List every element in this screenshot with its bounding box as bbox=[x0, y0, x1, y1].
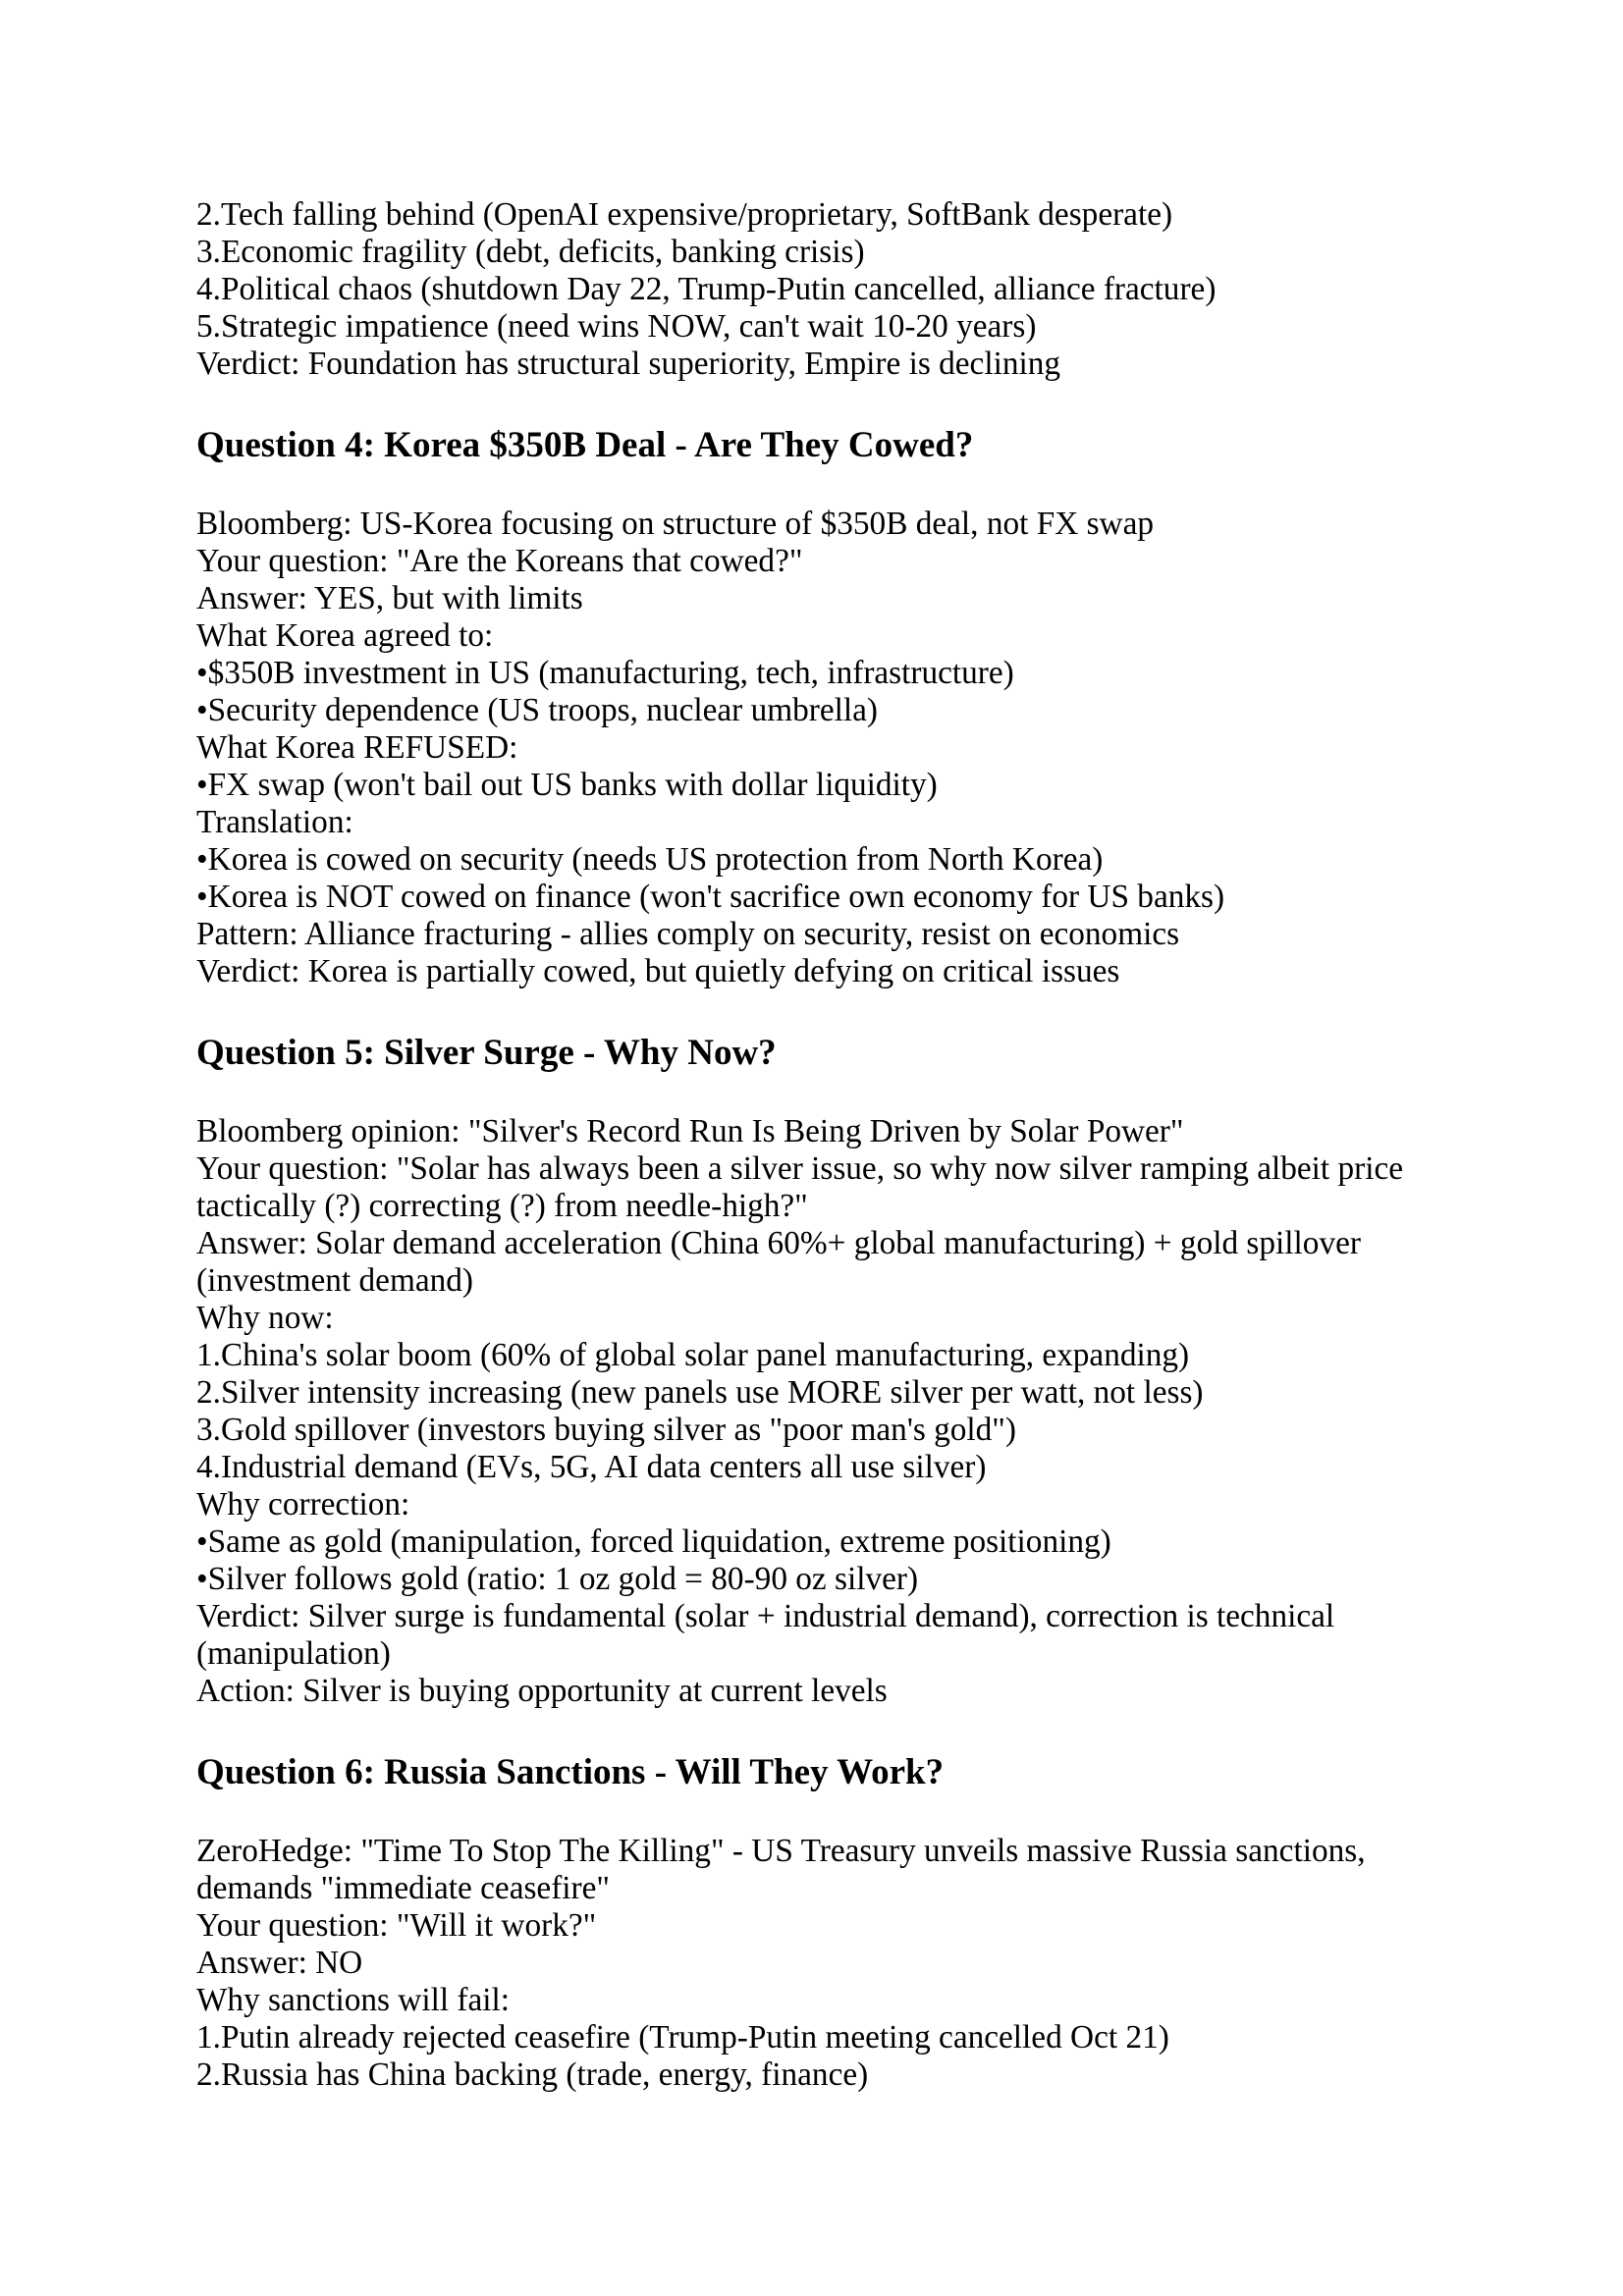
body-line: 2.Tech falling behind (OpenAI expensive/proprietary, SoftBank desperate) bbox=[196, 196, 1173, 233]
body-line: Answer: NO bbox=[196, 1945, 363, 1981]
section-heading bbox=[196, 424, 1427, 467]
body-line: Translation: bbox=[196, 804, 353, 840]
body-line: •FX swap (won't bail out US banks with dollar liquidity) bbox=[196, 767, 938, 803]
body-line: tactically (?) correcting (?) from needle-high?" bbox=[196, 1188, 808, 1224]
body-line: Why correction: bbox=[196, 1486, 410, 1522]
body-line: •$350B investment in US (manufacturing, tech, infrastructure) bbox=[196, 655, 1014, 691]
heading-text: Question 4: Korea $350B Deal - Are They Cowed? bbox=[196, 425, 974, 465]
body-line: 1.Putin already rejected ceasefire (Trump-Putin meeting cancelled Oct 21) bbox=[196, 2019, 1169, 2056]
paragraph-block bbox=[196, 196, 1427, 383]
body-line: Action: Silver is buying opportunity at current levels bbox=[196, 1673, 888, 1709]
heading-text: Question 6: Russia Sanctions - Will They Work? bbox=[196, 1752, 945, 1792]
document-content bbox=[196, 196, 1427, 2094]
paragraph-block bbox=[196, 506, 1427, 990]
body-line: 4.Political chaos (shutdown Day 22, Trump-Putin cancelled, alliance fracture) bbox=[196, 271, 1217, 307]
body-line: Your question: "Will it work?" bbox=[196, 1907, 597, 1944]
body-line: ZeroHedge: "Time To Stop The Killing" - US Treasury unveils massive Russia sanctions, bbox=[196, 1833, 1366, 1869]
body-line: 3.Economic fragility (debt, deficits, banking crisis) bbox=[196, 234, 865, 270]
body-line: 2.Silver intensity increasing (new panels use MORE silver per watt, not less) bbox=[196, 1374, 1204, 1411]
section-heading bbox=[196, 1032, 1427, 1075]
heading-text: Question 5: Silver Surge - Why Now? bbox=[196, 1033, 777, 1073]
paragraph-block bbox=[196, 1113, 1427, 1710]
paragraph-block bbox=[196, 1833, 1427, 2094]
section-heading bbox=[196, 1751, 1427, 1794]
body-line: Why now: bbox=[196, 1300, 334, 1336]
body-line: Answer: YES, but with limits bbox=[196, 580, 583, 616]
body-line: Your question: "Solar has always been a silver issue, so why now silver ramping albeit price bbox=[196, 1150, 1404, 1187]
body-line: (investment demand) bbox=[196, 1262, 474, 1299]
body-line: Verdict: Korea is partially cowed, but quietly defying on critical issues bbox=[196, 953, 1120, 989]
body-line: •Security dependence (US troops, nuclear umbrella) bbox=[196, 692, 878, 728]
body-line: (manipulation) bbox=[196, 1635, 391, 1672]
body-line: Bloomberg opinion: "Silver's Record Run Is Being Driven by Solar Power" bbox=[196, 1113, 1184, 1149]
body-line: Bloomberg: US-Korea focusing on structure of $350B deal, not FX swap bbox=[196, 506, 1155, 542]
body-line: Why sanctions will fail: bbox=[196, 1982, 511, 2018]
body-line: Verdict: Silver surge is fundamental (solar + industrial demand), correction is technical bbox=[196, 1598, 1335, 1634]
body-line: Answer: Solar demand acceleration (China 60%+ global manufacturing) + gold spillover bbox=[196, 1225, 1361, 1261]
body-line: 5.Strategic impatience (need wins NOW, can't wait 10-20 years) bbox=[196, 308, 1037, 345]
body-line: 3.Gold spillover (investors buying silver as "poor man's gold") bbox=[196, 1412, 1016, 1448]
body-line: 1.China's solar boom (60% of global solar panel manufacturing, expanding) bbox=[196, 1337, 1190, 1373]
body-line: •Silver follows gold (ratio: 1 oz gold = 80-90 oz silver) bbox=[196, 1561, 919, 1597]
body-line: Pattern: Alliance fracturing - allies comply on security, resist on economics bbox=[196, 916, 1180, 952]
body-line: 4.Industrial demand (EVs, 5G, AI data centers all use silver) bbox=[196, 1449, 987, 1485]
body-line: Verdict: Foundation has structural superiority, Empire is declining bbox=[196, 346, 1061, 382]
body-line: •Same as gold (manipulation, forced liquidation, extreme positioning) bbox=[196, 1523, 1111, 1560]
body-line: Your question: "Are the Koreans that cowed?" bbox=[196, 543, 803, 579]
body-line: demands "immediate ceasefire" bbox=[196, 1870, 611, 1906]
body-line: What Korea REFUSED: bbox=[196, 729, 518, 766]
body-line: •Korea is cowed on security (needs US protection from North Korea) bbox=[196, 841, 1104, 878]
body-line: •Korea is NOT cowed on finance (won't sacrifice own economy for US banks) bbox=[196, 879, 1225, 915]
body-line: What Korea agreed to: bbox=[196, 617, 494, 654]
body-line: 2.Russia has China backing (trade, energy, finance) bbox=[196, 2056, 869, 2093]
